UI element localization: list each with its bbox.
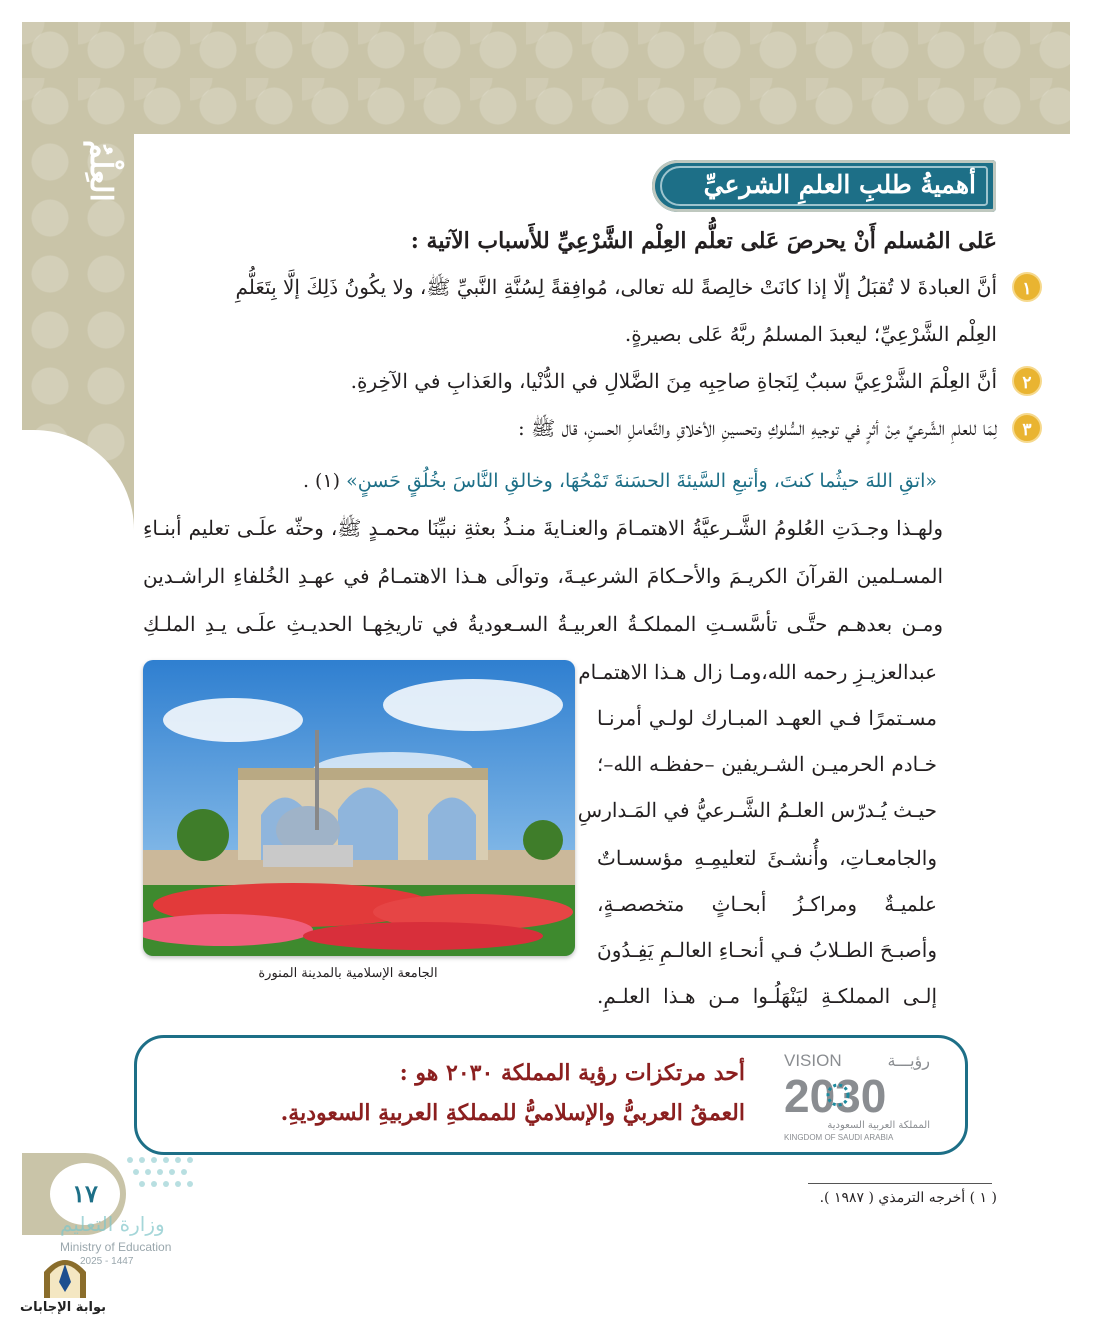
paragraph-line-2: المسـلمين القرآنَ الكريـمَ والأحـكامَ الشرعيـةَ، وتوالَى هـذا الاهتمـامُ في عهـدِ الخُلفاءِ الراشـدين	[143, 564, 943, 588]
wrapped-line: علميـةٌ ومراكـزُ أبحـاثٍ متخصصـةٍ،	[597, 892, 937, 916]
logo-year: 2030	[784, 1070, 887, 1122]
wrapped-line: وأصبـحَ الطـلابُ فـي أنحـاءِ العالـمِ يَفِـدُونَ	[597, 938, 937, 962]
footnote-divider	[808, 1183, 992, 1184]
point-2-line-1: أنَّ العِلْمَ الشَّرْعِيَّ سببٌ لِنَجاةِ صاحِبِه مِنَ الضَّلالِ في الدُّنْيا، والعَذابِ في الآخِرةِ.	[350, 369, 997, 393]
logo-kingdom-arabic: المملكة العربية السعودية	[827, 1120, 930, 1131]
logo-vision-word: VISION	[784, 1051, 842, 1070]
vision-2030-box	[134, 1035, 968, 1155]
point-2	[157, 358, 1032, 405]
wrapped-line: عبدالعزيـزِ رحمه الله،ومـا زال هـذا الاهتمـام	[578, 660, 937, 684]
point-number-badge: ٣	[1012, 413, 1042, 443]
wrapped-line: مسـتمرًا فـي العهـد المبـارك لولـي أمرنـا	[597, 706, 937, 730]
ministry-year: 2025 - 1447	[80, 1256, 134, 1267]
university-gate-photo	[143, 660, 575, 956]
university-gate-image	[143, 660, 575, 956]
hadith	[157, 470, 937, 492]
point-3-line-1: لِمَا للعلمِ الشَّرعيِّ مِنْ أثرٍ في توجيهِ السُّلوكِ وتحسينِ الأخلاقِ والتَّعاملِ الحسنِ، قال ﷺ :	[518, 416, 997, 440]
point-1	[157, 264, 1032, 358]
logo-kingdom-english: KINGDOM OF SAUDI ARABIA	[784, 1133, 894, 1142]
hadith-reference: (١) .	[302, 470, 341, 492]
wrapped-line: خـادم الحرميـن الشـريفين –حفظـه الله–؛	[597, 752, 937, 776]
page-number: ١٧	[50, 1163, 120, 1225]
footnote: ( ١ ) أخرجه الترمذي ( ١٩٨٧ ).	[819, 1190, 997, 1206]
vision-line-1: أحد مرتكزات رؤية المملكة ٢٠٣٠ هو :	[399, 1060, 745, 1086]
watermark-text: بوابة الإجابات	[20, 1300, 106, 1315]
paragraph-line-1: ولهـذا وجـدَتِ العُلومُ الشَّـرعيَّةُ الاهتمـامَ والعنـايةَ منـذُ بعثةِ نبيِّنَا محمـدٍ ﷺ، وحثّه علَـى تعليم أبنـاءِ	[143, 516, 943, 540]
point-1-line-2: العِلْم الشَّرْعِيِّ؛ ليعبدَ المسلمُ ربَّهُ عَلى بصيرةٍ.	[624, 322, 997, 346]
point-3	[157, 405, 1032, 452]
photo-caption: الجامعة الإسلامية بالمدينة المنورة	[258, 966, 438, 981]
wrapped-line: والجامعـاتِ، وأُنشـئَ لتعليمِـهِ مؤسسـاتٌ	[597, 846, 937, 870]
decorative-top-band	[22, 22, 1070, 134]
vision-line-2: العمقُ العربيُّ والإسلاميُّ للمملكةِ العربيةِ السعوديةِ.	[280, 1100, 745, 1126]
point-1-line-1: أنَّ العبادةَ لا تُقبَلُ إلّا إذا كانَتْ خالِصةً لله تعالى، مُوافِقةً لِسُنَّةِ النَّبيِّ ﷺ، ولا يكُونُ ذَلِكَ إلَّا بِتَعَلُّمِ	[235, 275, 997, 299]
ministry-name-english: Ministry of Education	[60, 1240, 172, 1254]
wrapped-line: إلـى المملكـةِ ليَنْهَلُـوا مـن هـذا العلـمِ.	[597, 984, 937, 1008]
point-number-badge: ١	[1012, 272, 1042, 302]
wrapped-line: حيـث يُـدرّس العلـمُ الشَّـرعيُّ في المَـدارسِ	[577, 798, 937, 822]
section-heading: أهميةُ طلبِ العلمِ الشرعيِّ	[703, 170, 976, 199]
hadith-quote: «اتقِ اللهَ حيثُما كنتَ، وأتبعِ السَّيئةَ الحسَنةَ تَمْحُهَا، وخالقِ النَّاسَ بخُلُقٍ حَسنٍ»	[346, 470, 937, 492]
paragraph-line-3: ومـن بعدهـم حتَّـى تأسَّسـتِ المملكـةُ العربيـةُ السـعوديةُ في تاريخِهـا الحديـثِ علَـى يـدِ الملـكِ	[143, 612, 943, 636]
intro-sentence: عَلى المُسلم أَنْ يحرصَ عَلى تعلُّم العِلْم الشَّرْعِيِّ للأَسباب الآتية :	[410, 228, 997, 254]
unit-title: العِلْمُ	[83, 140, 118, 202]
point-number-badge: ٢	[1012, 366, 1042, 396]
answers-gate-logo-icon	[40, 1252, 90, 1300]
ministry-name-arabic: وزارة التعليم	[60, 1212, 165, 1236]
logo-arabic-word: رؤيـــة	[887, 1051, 930, 1070]
vision-2030-logo	[782, 1048, 932, 1144]
section-heading-box	[652, 160, 996, 212]
